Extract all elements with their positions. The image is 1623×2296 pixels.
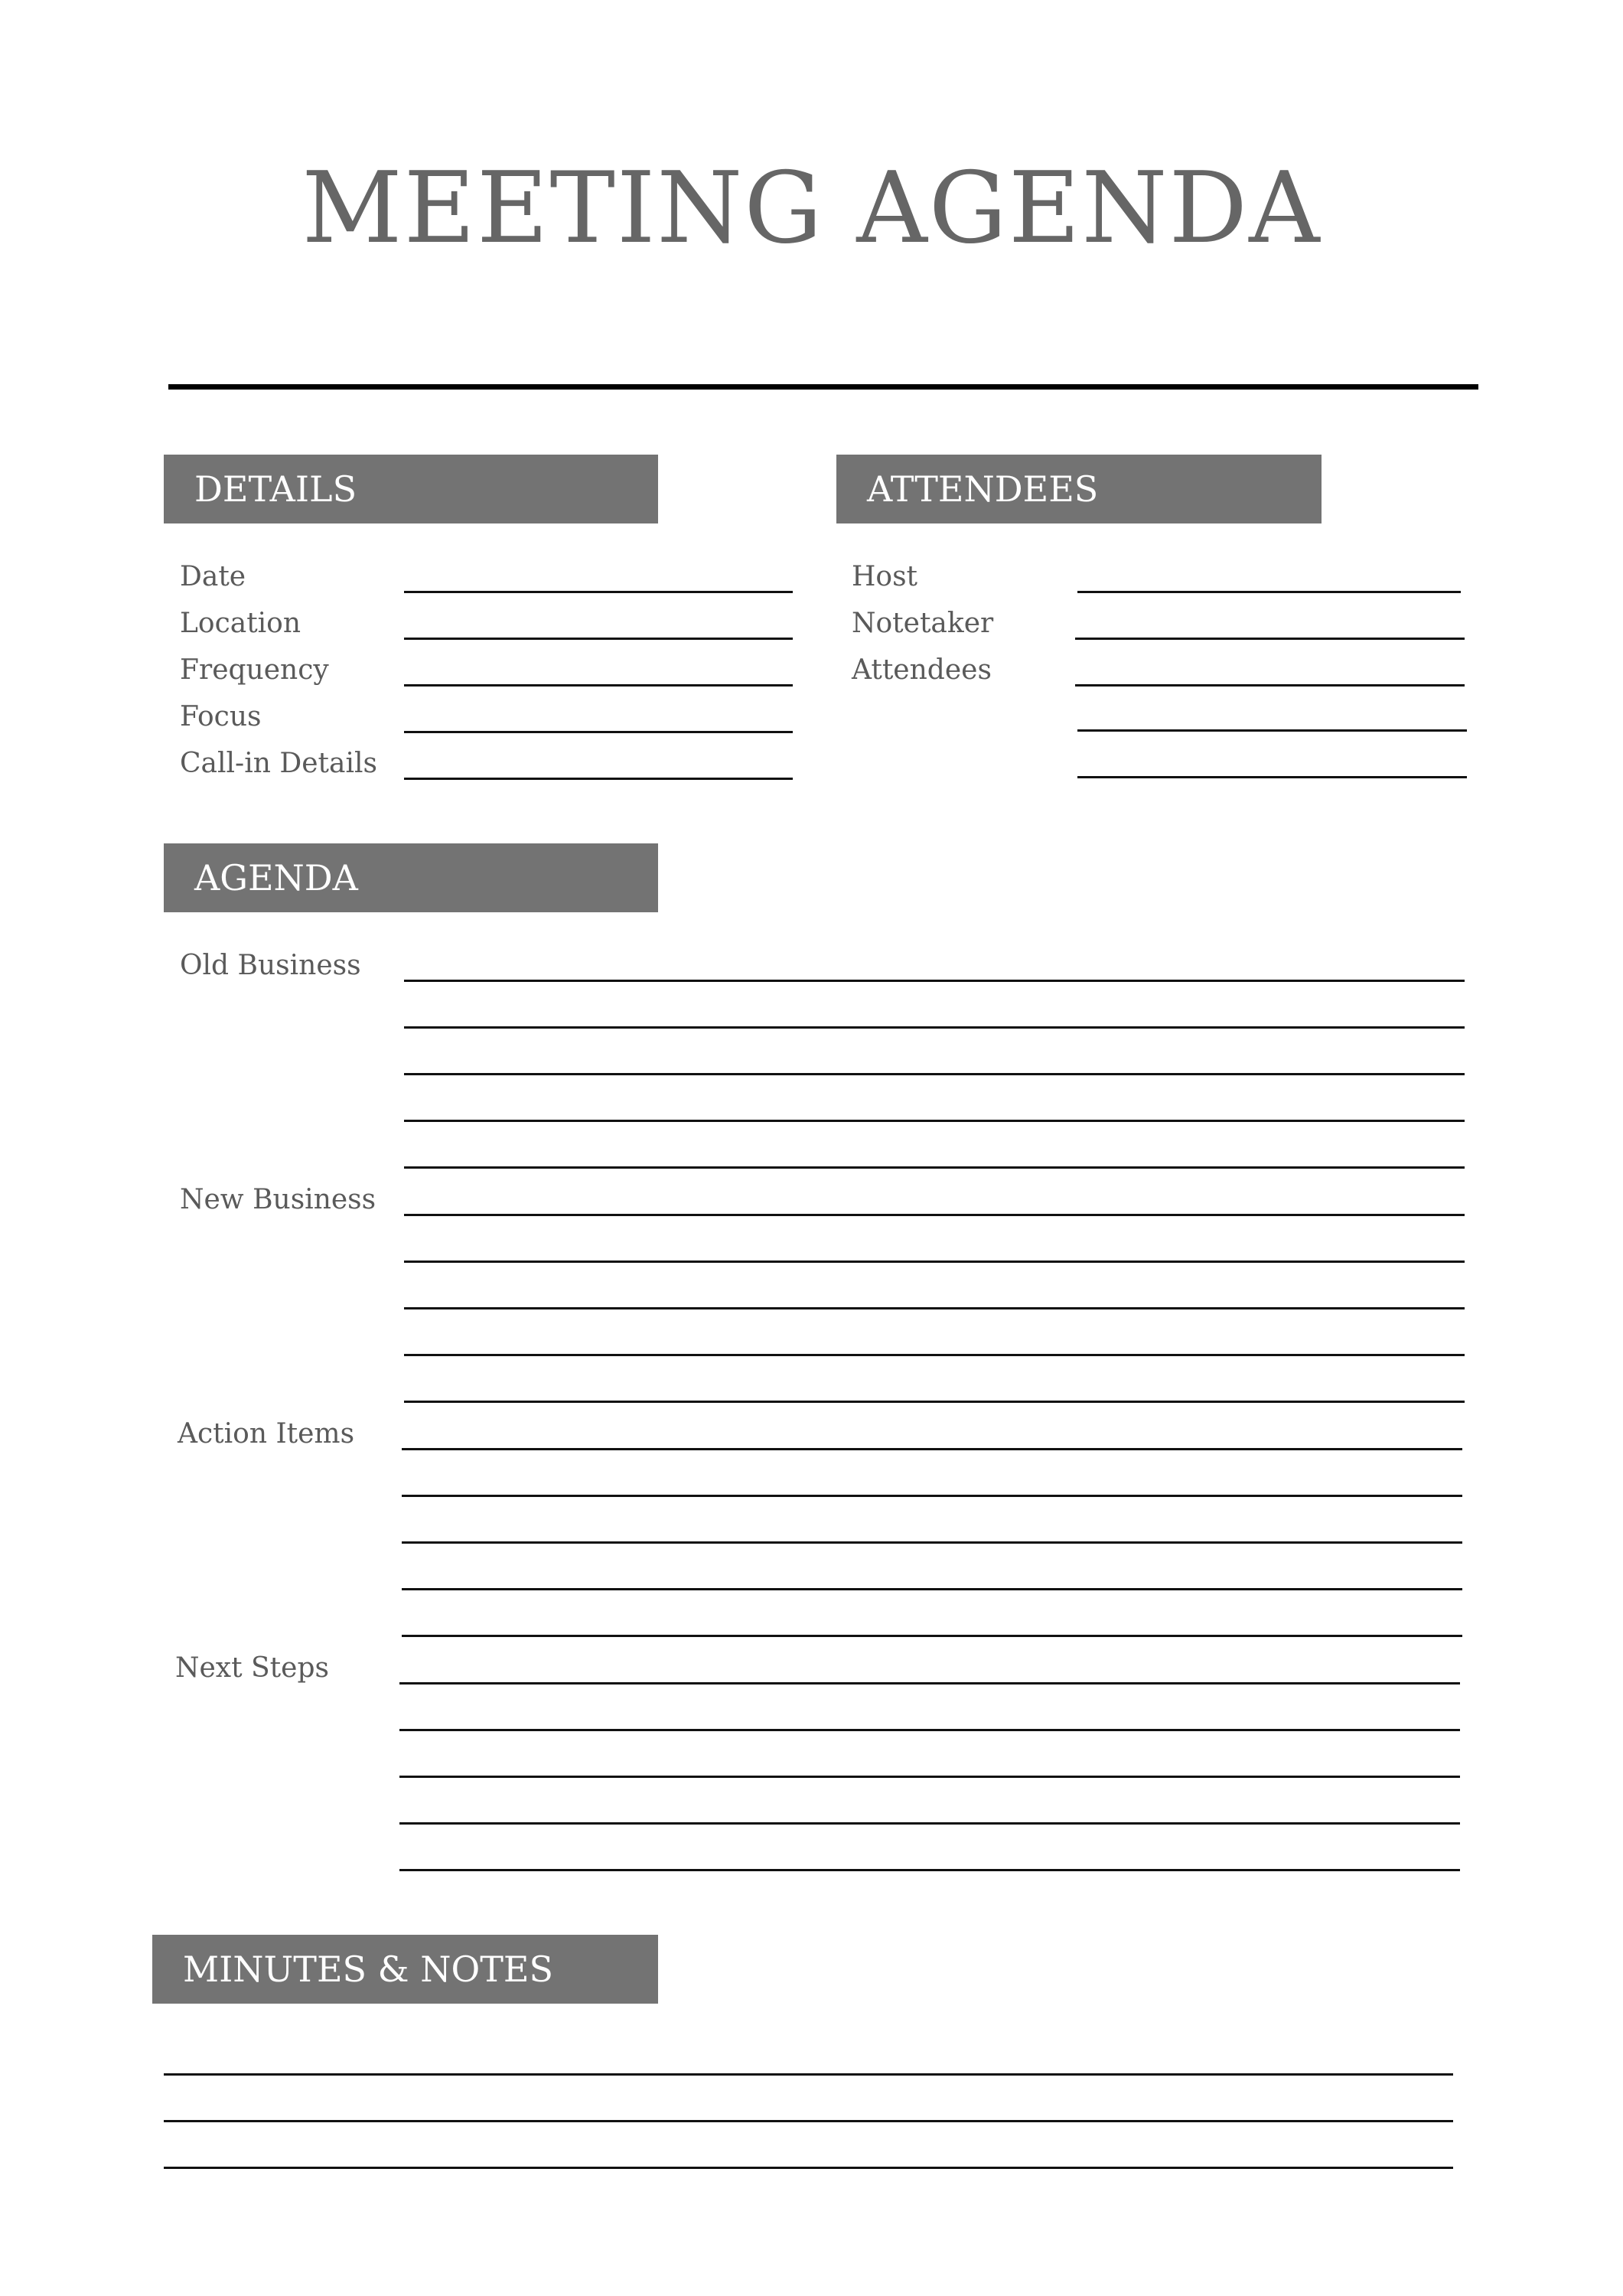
agenda-action-items-line[interactable] (402, 1588, 1462, 1590)
details-label-call-in-details: Call-in Details (180, 748, 377, 779)
agenda-new-business-line[interactable] (404, 1261, 1465, 1263)
attendees-section-header: ATTENDEES (836, 455, 1322, 523)
page-title: MEETING AGENDA (301, 152, 1322, 266)
details-call-in-line[interactable] (404, 778, 793, 780)
agenda-action-items-line[interactable] (402, 1448, 1462, 1450)
minutes-notes-line[interactable] (164, 2120, 1453, 2122)
agenda-new-business-line[interactable] (404, 1307, 1465, 1309)
agenda-next-steps-line[interactable] (399, 1682, 1460, 1684)
agenda-action-items-line[interactable] (402, 1541, 1462, 1544)
attendees-label-notetaker: Notetaker (852, 608, 994, 639)
agenda-label-new-business: New Business (180, 1184, 376, 1215)
agenda-old-business-line[interactable] (404, 1026, 1465, 1029)
details-label-focus: Focus (180, 701, 262, 732)
attendees-extra-line[interactable] (1077, 729, 1467, 732)
agenda-label-old-business: Old Business (180, 950, 361, 981)
agenda-action-items-line[interactable] (402, 1495, 1462, 1497)
agenda-action-items-line[interactable] (402, 1635, 1462, 1637)
agenda-new-business-line[interactable] (404, 1354, 1465, 1356)
details-label-frequency: Frequency (180, 654, 329, 686)
agenda-old-business-line[interactable] (404, 1120, 1465, 1122)
title-divider (168, 384, 1478, 390)
agenda-label-action-items: Action Items (178, 1418, 355, 1450)
minutes-notes-line[interactable] (164, 2167, 1453, 2169)
minutes-section-header: MINUTES & NOTES (152, 1935, 658, 2004)
agenda-next-steps-line[interactable] (399, 1729, 1460, 1731)
agenda-next-steps-line[interactable] (399, 1822, 1460, 1825)
agenda-section-header: AGENDA (164, 843, 658, 912)
attendees-host-line[interactable] (1077, 591, 1461, 593)
minutes-notes-line[interactable] (164, 2073, 1453, 2076)
agenda-old-business-line[interactable] (404, 980, 1465, 982)
details-focus-line[interactable] (404, 731, 793, 733)
details-date-line[interactable] (404, 591, 793, 593)
attendees-extra-line[interactable] (1077, 776, 1467, 778)
agenda-old-business-line[interactable] (404, 1073, 1465, 1075)
agenda-next-steps-line[interactable] (399, 1776, 1460, 1778)
agenda-new-business-line[interactable] (404, 1214, 1465, 1216)
details-location-line[interactable] (404, 638, 793, 640)
agenda-new-business-line[interactable] (404, 1401, 1465, 1403)
attendees-label-host: Host (852, 561, 918, 592)
details-frequency-line[interactable] (404, 684, 793, 687)
attendees-notetaker-line[interactable] (1075, 638, 1465, 640)
details-label-location: Location (180, 608, 301, 639)
agenda-label-next-steps: Next Steps (175, 1652, 329, 1684)
attendees-attendees-line[interactable] (1075, 684, 1465, 687)
details-section-header: DETAILS (164, 455, 658, 523)
attendees-label-attendees: Attendees (852, 654, 992, 686)
details-label-date: Date (180, 561, 246, 592)
agenda-old-business-line[interactable] (404, 1166, 1465, 1169)
agenda-next-steps-line[interactable] (399, 1869, 1460, 1871)
